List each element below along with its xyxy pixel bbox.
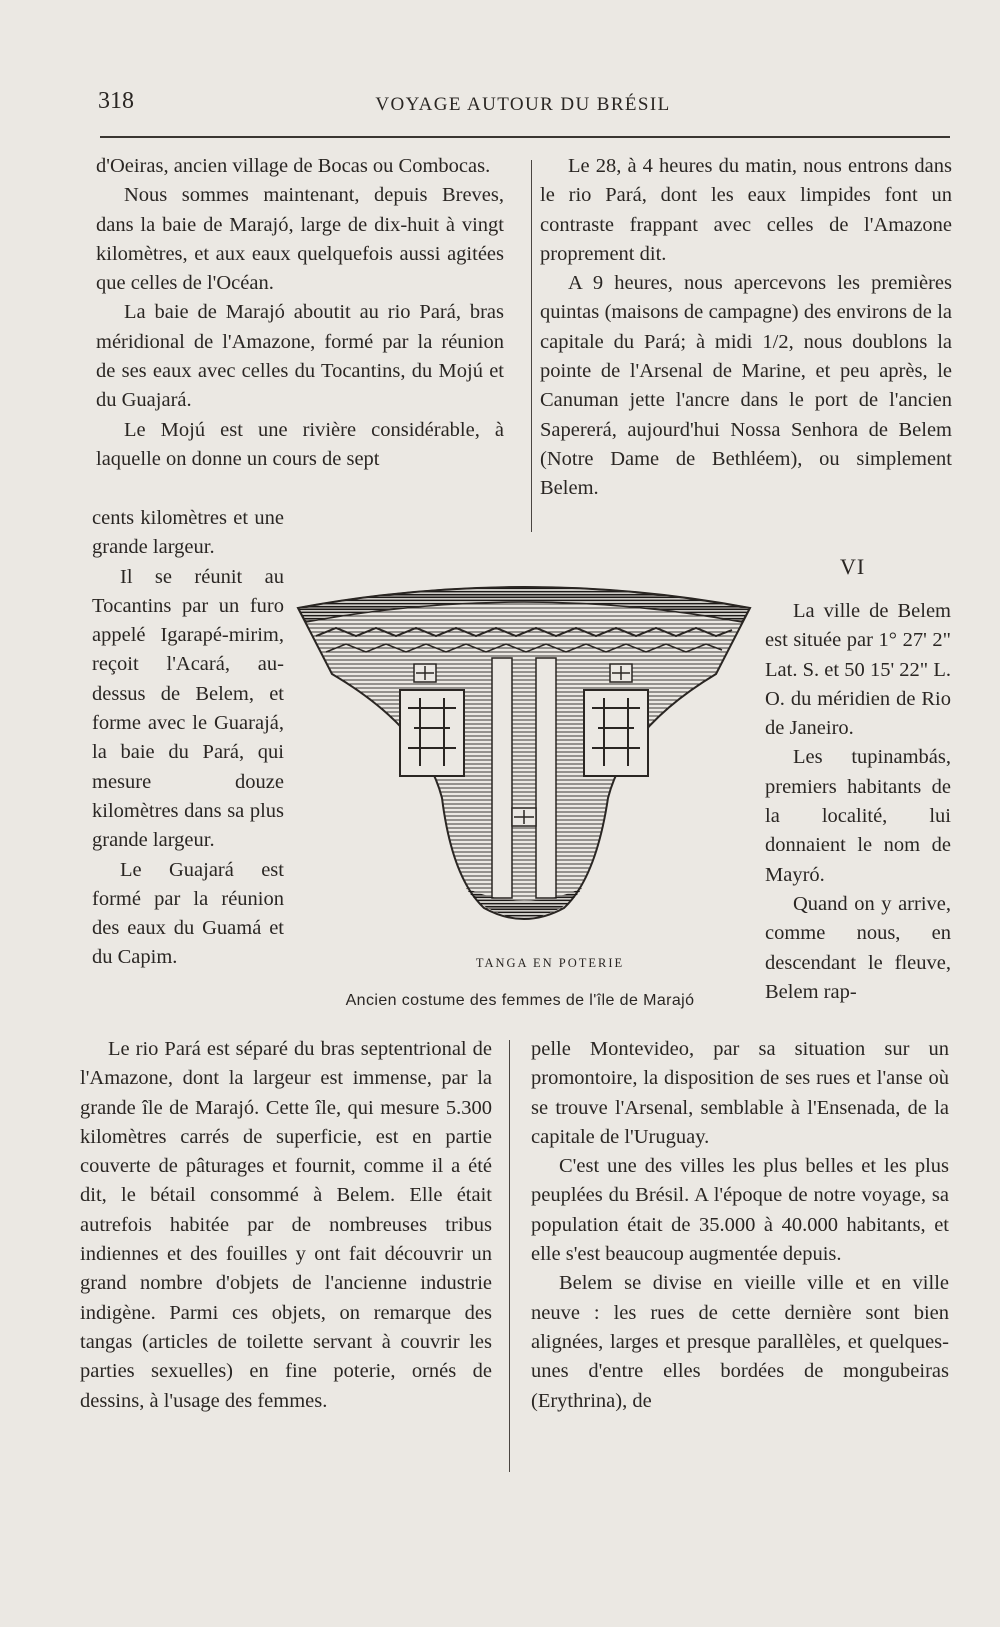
left-column-bottom [80, 1035, 492, 1416]
paragraph: Nous sommes maintenant, depuis Breves, dans la baie de Marajó, large de dix-huit à vingt kilomètres, et aux eaux quelquefois aussi agitées que celles de l'Océan. [96, 184, 504, 295]
tanga-body [298, 587, 750, 919]
paragraph: A 9 heures, nous apercevons les premières quintas (maisons de campagne) des environs de la capitale du Pará; à midi 1/2, nous doublons la pointe de l'Arsenal de Marine, et peu après, le Canuman jette l'ancre dans le port de l'ancien Sapererá, aujourd'hui Nossa Senhora de Belem (Notre Dame de Bethléem), ou simplement Belem. [540, 272, 952, 500]
column-divider-bottom [509, 1040, 510, 1472]
paragraph: Le Mojú est une rivière considérable, à laquelle on donne un cours de sept [96, 418, 504, 470]
paragraph: Les tupinambás, premiers habitants de la localité, lui donnaient le nom de Mayró. [765, 746, 951, 886]
right-column-wrap [765, 597, 951, 1007]
paragraph: d'Oeiras, ancien village de Bocas ou Combocas. [96, 155, 491, 177]
column-divider-top [531, 160, 532, 532]
paragraph: cents kilomètres et une grande largeur. [92, 507, 284, 559]
running-title: VOYAGE AUTOUR DU BRÉSIL [375, 94, 671, 115]
paragraph: Le rio Pará est séparé du bras septentrional de l'Amazone, dont la largeur est immense, par la grande île de Marajó. Cette île, qui mesure 5.300 kilomètres carrés de superficie, est en partie couverte de pâturages et fournit, comme il a été dit, le bétail consommé à Belem. Elle était autrefois habitée par de nombreuses tribus indiennes et des fouilles y ont fait découvrir un grand nombre d'objets de l'ancienne industrie indigène. Parmi ces objets, on remarque des tangas (articles de toilette servant à couvrir les parties sexuelles) en fine poterie, ornés de dessins, à l'usage des femmes. [80, 1038, 492, 1412]
right-column-bottom [531, 1035, 949, 1416]
figure-caption: Ancien costume des femmes de l'île de Marajó [345, 992, 695, 1009]
paragraph: Le Guajará est formé par la réunion des eaux du Guamá et du Capim. [92, 858, 284, 969]
page-header [96, 88, 950, 122]
paragraph: La ville de Belem est située par 1° 27' 2" Lat. S. et 50 15' 22" L. O. du méridien de Rio de Janeiro. [765, 600, 951, 740]
left-column-top [96, 152, 504, 474]
figure-title: TANGA EN POTERIE [475, 956, 625, 970]
paragraph: pelle Montevideo, par sa situation sur un promontoire, la disposition de ses rues et l'anse où se trouve l'Arsenal, semblable à l'Ensenada, de la capitale de l'Uruguay. [531, 1038, 949, 1148]
left-column-wrap [92, 504, 284, 973]
paragraph: Quand on y arrive, comme nous, en descendant le fleuve, Belem rap- [765, 892, 951, 1003]
paragraph: Belem se divise en vieille ville et en ville neuve : les rues de cette dernière sont bien alignées, larges et presque parallèles, et quelques-unes d'entre elles bordées de mongubeiras (Erythrina), de [531, 1272, 949, 1412]
paragraph: Il se réunit au Tocantins par un furo appelé Igarapé-mirim, reçoit l'Acará, au-dessus de Belem, et forme avec le Guarajá, la baie du Pará, qui mesure douze kilomètres dans sa plus grande largeur. [92, 565, 284, 852]
paragraph: Le 28, à 4 heures du matin, nous entrons dans le rio Pará, dont les eaux limpides font un contraste frappant avec celles de l'Amazone proprement dit. [540, 155, 952, 265]
paragraph: C'est une des villes les plus belles et les plus peuplées du Brésil. A l'époque de notre voyage, sa population était de 35.000 à 40.000 habitants, et elle s'est beaucoup augmentée depuis. [531, 1155, 949, 1266]
right-column-top [540, 152, 952, 504]
section-heading: VI [840, 554, 866, 579]
tanga-engraving [296, 578, 752, 938]
paragraph: La baie de Marajó aboutit au rio Pará, bras méridional de l'Amazone, formé par la réunion de ses eaux avec celles du Tocantins, du Mojú et du Guajará. [96, 301, 504, 412]
header-rule [100, 136, 950, 138]
page-number: 318 [98, 88, 134, 114]
tanga-illustration [296, 578, 752, 938]
